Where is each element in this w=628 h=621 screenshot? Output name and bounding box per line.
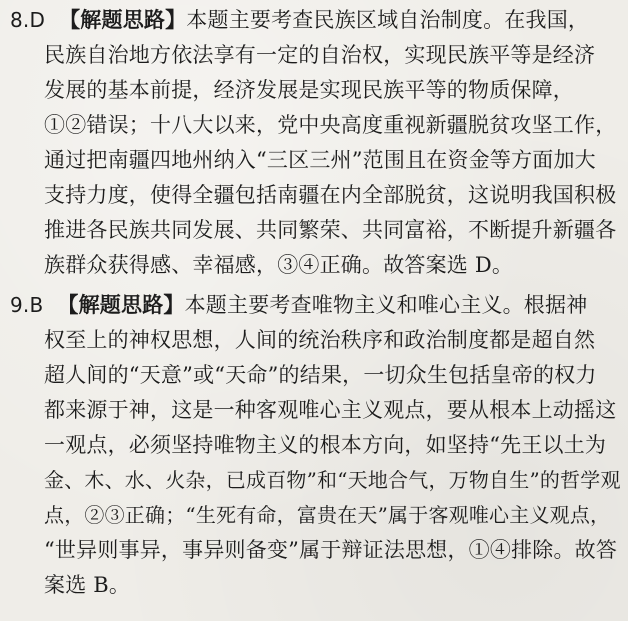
q8-text-line: 通过把南疆四地州纳入“三区三州”范围且在资金等方面加大	[44, 148, 596, 172]
q8-first-line	[0, 2, 589, 38]
q9-text-line: 金、木、水、火杂，已成百物”和“天地合气，万物自生”的哲学观	[44, 468, 621, 492]
q8-text-line: 推进各民族共同发展、共同繁荣、共同富裕，不断提升新疆各	[44, 218, 617, 242]
q8-text-line: ①②错误；十八大以来，党中央高度重视新疆脱贫攻坚工作，	[44, 113, 617, 137]
q9-text-line: 超人间的“天意”或“天命”的结果，一切众生包括皇帝的权力	[44, 363, 597, 387]
q9-text-line: 都来源于神，这是一种客观唯心主义观点，要从根本上动摇这	[44, 398, 617, 422]
q9-number: 9.	[10, 293, 30, 317]
q9-text-line: “世异则事异，事异则备变”属于辩证法思想，①④排除。故答	[44, 538, 618, 562]
q9-text-line: 案选 B。	[44, 573, 131, 597]
q8-answer: D	[29, 8, 46, 32]
q8-text-line: 支持力度，使得全疆包括南疆在内全部脱贫，这说明我国积极	[44, 183, 617, 207]
q9-text-line: 权至上的神权思想，人间的统治秩序和政治制度都是超自然	[44, 328, 596, 352]
q8-tag: 【解题思路】	[59, 7, 187, 32]
q9-first-line	[0, 287, 587, 323]
q9-text-line: 本题主要考查唯物主义和唯心主义。根据神	[184, 293, 588, 317]
q8-text-line: 发展的基本前提，经济发展是实现民族平等的物质保障，	[44, 78, 574, 102]
q9-text-line: 一观点，必须坚持唯物主义的根本方向，如坚持“先王以土为	[44, 433, 607, 457]
q8-number: 8.	[10, 8, 30, 32]
q8-text-line: 本题主要考查民族区域自治制度。在我国，	[186, 8, 590, 32]
q9-tag: 【解题思路】	[57, 292, 185, 317]
q9-text-line: 点，②③正确；“生死有命，富贵在天”属于客观唯心主义观点，	[44, 503, 611, 527]
q9-answer: B	[29, 293, 44, 317]
q8-text-line: 民族自治地方依法享有一定的自治权，实现民族平等是经济	[44, 43, 596, 67]
q8-text-line: 族群众获得感、幸福感，③④正确。故答案选 D。	[44, 253, 514, 277]
